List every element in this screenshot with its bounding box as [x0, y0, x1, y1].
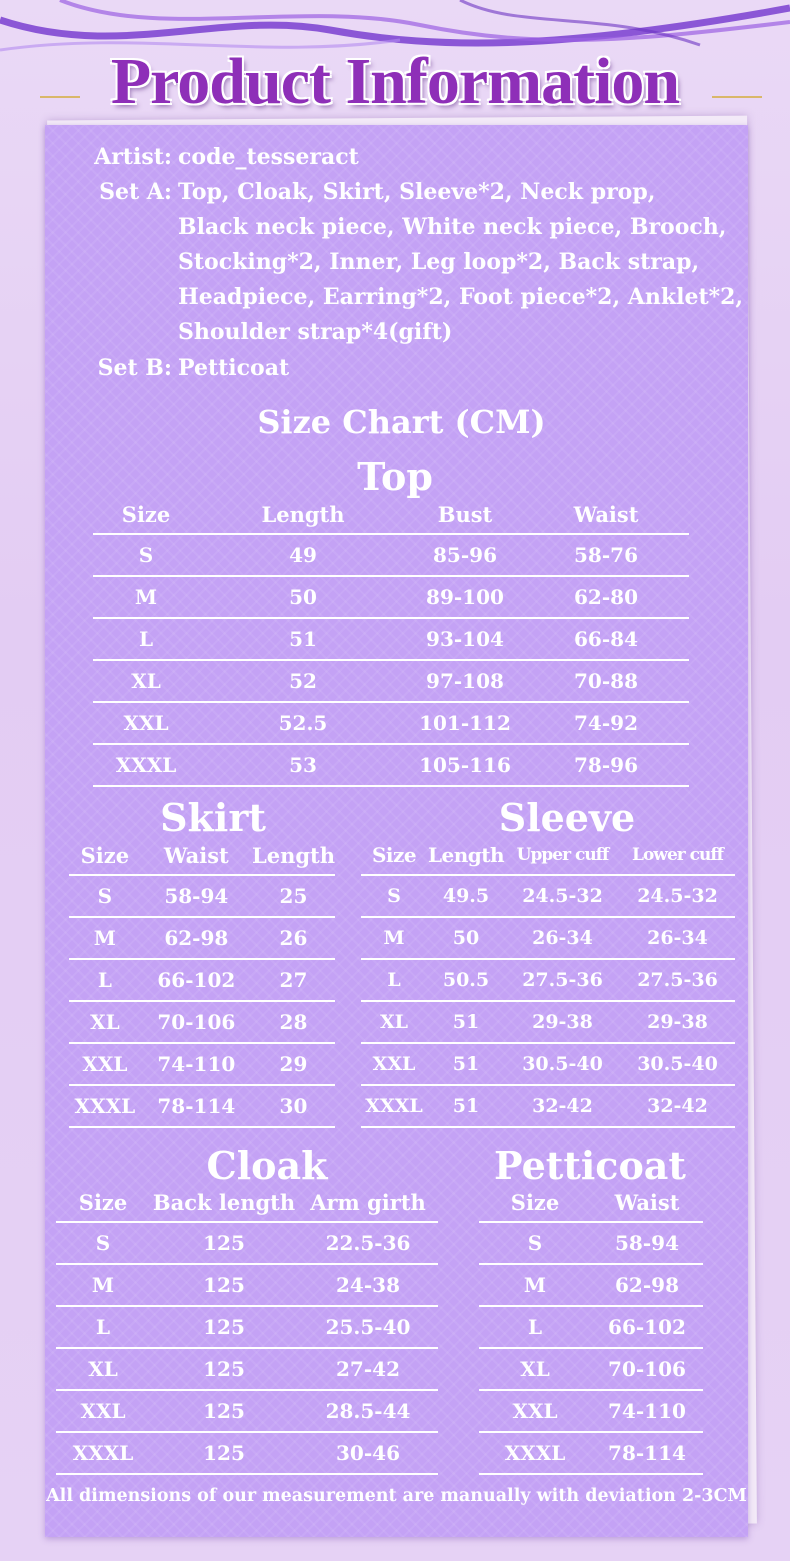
petticoat-table-title: Petticoat	[494, 1143, 686, 1188]
set-b-label: Set B:	[97, 355, 172, 381]
table-cell: 52.5	[278, 711, 328, 735]
table-cell: XXXL	[74, 1094, 136, 1118]
table-cell: 66-102	[608, 1315, 686, 1339]
table-row	[479, 1390, 703, 1432]
table-row	[56, 1432, 438, 1474]
table-cell: 27	[279, 968, 308, 992]
table-row	[56, 1222, 438, 1264]
table-cell: 22.5-36	[325, 1231, 411, 1255]
table-cell: 105-116	[419, 753, 511, 777]
table-row	[93, 576, 689, 618]
table-cell: 51	[452, 1095, 480, 1117]
set-a-line-4: Headpiece, Earring*2, Foot piece*2, Anklet*2,	[178, 284, 744, 310]
table-row	[69, 875, 335, 917]
table-cell: 66-102	[157, 968, 236, 992]
table-cell: L	[138, 627, 154, 651]
table-cell: 97-108	[426, 669, 504, 693]
table-cell: 78-114	[608, 1441, 686, 1465]
table-cell: XL	[131, 669, 161, 693]
table-cell: S	[97, 884, 113, 908]
table-cell: 24-38	[336, 1273, 400, 1297]
skirt-table-title: Skirt	[160, 795, 266, 840]
table-cell: 74-92	[574, 711, 638, 735]
table-cell: 26-34	[532, 927, 593, 949]
table-cell: XXL	[80, 1399, 126, 1423]
table-row	[479, 1306, 703, 1348]
set-b-value: Petticoat	[178, 355, 290, 381]
sleeve-size-table	[361, 836, 735, 1128]
table-cell: XL	[88, 1357, 118, 1381]
column-header: Back length	[152, 1189, 296, 1215]
table-cell: XL	[90, 1010, 120, 1034]
table-cell: M	[91, 1273, 115, 1297]
table-cell: 50.5	[442, 969, 490, 991]
table-cell: 28	[279, 1010, 308, 1034]
table-row	[56, 1264, 438, 1306]
table-cell: 93-104	[426, 627, 504, 651]
column-header: Length	[251, 842, 335, 868]
table-cell: 51	[289, 627, 317, 651]
table-row	[69, 959, 335, 1001]
table-cell: 30-46	[336, 1441, 400, 1465]
table-cell: 26	[279, 926, 308, 950]
table-cell: XXL	[123, 711, 169, 735]
table-row	[69, 1043, 335, 1085]
table-cell: 78-96	[574, 753, 638, 777]
column-header: Upper cuff	[516, 845, 609, 865]
table-cell: 25	[279, 884, 308, 908]
table-cell: 125	[203, 1273, 245, 1297]
table-row	[93, 618, 689, 660]
table-cell: XXXL	[365, 1095, 423, 1117]
table-row	[56, 1348, 438, 1390]
table-cell: 27.5-36	[522, 969, 603, 991]
column-header: Length	[261, 501, 345, 527]
table-row	[361, 875, 735, 917]
table-row	[361, 917, 735, 959]
set-a-line-2: Black neck piece, White neck piece, Brooch,	[178, 214, 727, 240]
table-cell: 29-38	[647, 1011, 708, 1033]
table-row	[361, 959, 735, 1001]
table-header-row	[69, 836, 335, 875]
table-cell: L	[97, 968, 112, 992]
table-cell: XXL	[512, 1399, 558, 1423]
table-cell: XXXL	[504, 1441, 566, 1465]
table-cell: XXL	[372, 1053, 416, 1075]
table-cell: M	[523, 1273, 547, 1297]
table-cell: 49	[289, 543, 317, 567]
table-cell: 125	[203, 1357, 245, 1381]
table-cell: 51	[452, 1053, 480, 1075]
column-header: Size	[80, 842, 130, 868]
table-row	[361, 1043, 735, 1085]
table-cell: 50	[289, 585, 317, 609]
column-header: Size	[121, 501, 171, 527]
table-cell: 29-38	[532, 1011, 593, 1033]
column-header: Length	[427, 843, 505, 867]
table-cell: 85-96	[433, 543, 497, 567]
table-cell: 30.5-40	[522, 1053, 603, 1075]
column-header: Waist	[614, 1189, 680, 1215]
table-cell: 78-114	[157, 1094, 236, 1118]
table-cell: 32-42	[532, 1095, 593, 1117]
table-header-row	[56, 1183, 438, 1222]
table-cell: M	[93, 926, 116, 950]
table-cell: 52	[289, 669, 317, 693]
table-cell: XXXL	[72, 1441, 134, 1465]
table-row	[56, 1390, 438, 1432]
skirt-size-table	[69, 836, 335, 1128]
table-row	[361, 1001, 735, 1043]
column-header: Lower cuff	[632, 845, 723, 865]
table-cell: 58-94	[164, 884, 229, 908]
artist-value: code_tesseract	[178, 144, 359, 170]
table-cell: S	[95, 1231, 111, 1255]
table-cell: 70-106	[608, 1357, 686, 1381]
table-cell: 26-34	[647, 927, 708, 949]
table-cell: 30	[279, 1094, 308, 1118]
table-cell: S	[527, 1231, 543, 1255]
table-cell: XXL	[82, 1052, 128, 1076]
set-a-line-3: Stocking*2, Inner, Leg loop*2, Back strap,	[178, 249, 700, 275]
table-cell: L	[527, 1315, 543, 1339]
table-cell: 30.5-40	[637, 1053, 718, 1075]
table-cell: 101-112	[419, 711, 511, 735]
column-header: Waist	[163, 842, 229, 868]
table-header-row	[93, 495, 689, 534]
table-cell: 62-80	[574, 585, 638, 609]
table-row	[93, 702, 689, 744]
table-cell: 58-94	[615, 1231, 679, 1255]
column-header: Size	[510, 1189, 560, 1215]
table-cell: 25.5-40	[325, 1315, 411, 1339]
table-cell: 53	[289, 753, 317, 777]
page-title: Product Information	[110, 45, 680, 118]
table-cell: 70-88	[574, 669, 638, 693]
table-cell: 28.5-44	[325, 1399, 411, 1423]
column-header: Size	[78, 1189, 128, 1215]
table-row	[361, 1085, 735, 1127]
set-a-line-1: Top, Cloak, Skirt, Sleeve*2, Neck prop,	[178, 179, 656, 205]
table-cell: XXXL	[115, 753, 177, 777]
table-cell: 74-110	[157, 1052, 236, 1076]
sleeve-table-title: Sleeve	[498, 795, 636, 840]
measurement-note: All dimensions of our measurement are manually with deviation 2-3CM	[46, 1486, 747, 1506]
table-header-row	[361, 836, 735, 875]
size-chart-title: Size Chart (CM)	[257, 403, 546, 441]
table-row	[479, 1432, 703, 1474]
table-row	[479, 1222, 703, 1264]
table-cell: 27-42	[336, 1357, 400, 1381]
table-cell: 29	[279, 1052, 308, 1076]
table-cell: XL	[379, 1011, 409, 1033]
table-cell: 70-106	[157, 1010, 236, 1034]
table-cell: XL	[520, 1357, 550, 1381]
table-cell: M	[383, 927, 405, 949]
table-cell: 125	[203, 1399, 245, 1423]
table-cell: 24.5-32	[522, 885, 603, 907]
cloak-table-title: Cloak	[206, 1143, 328, 1188]
table-row	[93, 660, 689, 702]
set-a-line-5: Shoulder strap*4(gift)	[178, 319, 453, 345]
column-header: Arm girth	[310, 1189, 426, 1215]
table-cell: 51	[452, 1011, 480, 1033]
top-table-title: Top	[357, 454, 433, 499]
table-row	[479, 1348, 703, 1390]
table-cell: 27.5-36	[637, 969, 718, 991]
table-row	[69, 1085, 335, 1127]
table-row	[93, 744, 689, 786]
table-cell: S	[138, 543, 154, 567]
petticoat-size-table	[479, 1183, 703, 1475]
table-cell: S	[387, 885, 401, 907]
table-cell: 58-76	[574, 543, 638, 567]
table-cell: 125	[203, 1315, 245, 1339]
table-cell: 89-100	[426, 585, 504, 609]
table-cell: 24.5-32	[637, 885, 718, 907]
table-cell: 32-42	[647, 1095, 708, 1117]
top-size-table	[93, 495, 689, 787]
table-cell: 74-110	[608, 1399, 686, 1423]
table-cell: M	[134, 585, 158, 609]
table-cell: 62-98	[615, 1273, 679, 1297]
column-header: Size	[371, 843, 417, 867]
table-cell: L	[387, 969, 401, 991]
table-row	[93, 534, 689, 576]
table-cell: 50	[452, 927, 480, 949]
set-a-label: Set A:	[99, 179, 172, 205]
table-cell: 125	[203, 1231, 245, 1255]
table-row	[69, 917, 335, 959]
table-row	[69, 1001, 335, 1043]
table-cell: 62-98	[164, 926, 229, 950]
artist-label: Artist:	[94, 144, 172, 170]
cloak-size-table	[56, 1183, 438, 1475]
table-row	[56, 1306, 438, 1348]
table-cell: 66-84	[574, 627, 638, 651]
column-header: Bust	[437, 501, 493, 527]
table-header-row	[479, 1183, 703, 1222]
table-cell: 125	[203, 1441, 245, 1465]
table-cell: 49.5	[442, 885, 490, 907]
column-header: Waist	[573, 501, 639, 527]
table-row	[479, 1264, 703, 1306]
table-cell: L	[95, 1315, 111, 1339]
